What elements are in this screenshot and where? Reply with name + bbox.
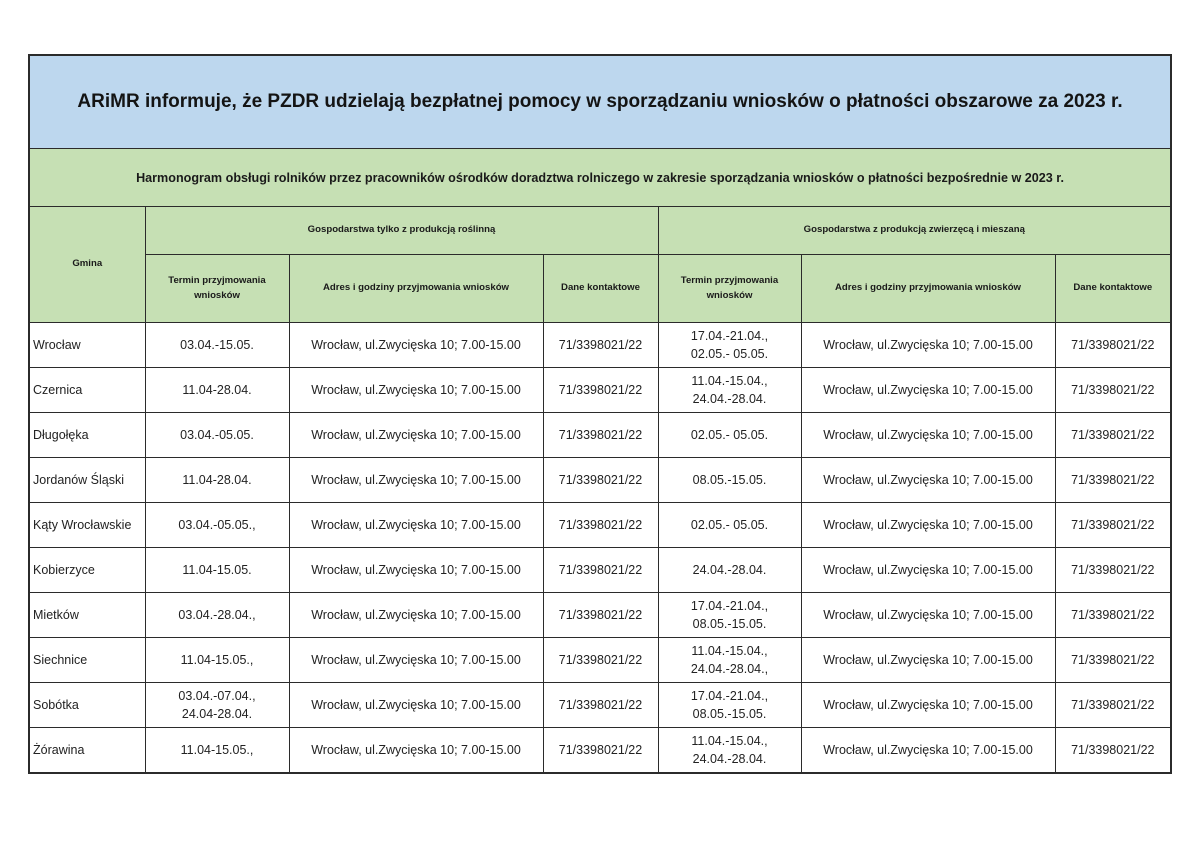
kontakt-value: 71/3398021/22 [1071,517,1155,532]
table-body [29,323,1171,774]
kontakt-value: 71/3398021/22 [558,562,643,577]
kontakt-cell [543,683,658,728]
adres-cell [289,323,543,368]
adres-cell [801,323,1055,368]
adres-cell [801,413,1055,458]
termin-value: 11.04-15.05., [180,652,254,667]
kontakt-value: 71/3398021/22 [558,652,643,667]
kontakt-value: 71/3398021/22 [558,337,643,352]
adres-cell [801,503,1055,548]
adres-cell [801,638,1055,683]
termin-value: 17.04.-21.04., [690,688,769,703]
gmina-cell [29,413,145,458]
kontakt-value: 71/3398021/22 [558,427,643,442]
gmina-cell [29,728,145,774]
adres-value: Wrocław, ul.Zwycięska 10; 7.00-15.00 [311,517,521,532]
adres-value: Wrocław, ul.Zwycięska 10; 7.00-15.00 [823,382,1033,397]
gmina-name: Sobótka [33,697,79,712]
termin-value: 24.04-28.04. [181,707,253,721]
adres-cell [289,413,543,458]
termin-value: 11.04.-15.04., [691,373,768,388]
kontakt-value: 71/3398021/22 [558,607,643,622]
kontakt-cell [543,368,658,413]
adres-value: Wrocław, ul.Zwycięska 10; 7.00-15.00 [311,337,521,352]
kontakt-value: 71/3398021/22 [558,742,643,757]
adres-value: Wrocław, ul.Zwycięska 10; 7.00-15.00 [823,742,1033,757]
kontakt-value: 71/3398021/22 [558,472,643,487]
kontakt-value: 71/3398021/22 [1071,472,1155,487]
subtitle-row [29,149,1171,207]
table-row [29,503,1171,548]
table-row [29,413,1171,458]
adres-value: Wrocław, ul.Zwycięska 10; 7.00-15.00 [823,337,1033,352]
gmina-cell [29,368,145,413]
gmina-name: Kobierzyce [33,562,95,577]
kontakt-value: 71/3398021/22 [1071,337,1155,352]
adres-cell [801,458,1055,503]
termin-value: 11.04.-15.04., [691,733,768,748]
gmina-name: Czernica [33,382,83,397]
termin-value: 24.04.-28.04. [692,562,767,577]
termin-value: 08.05.-15.05. [692,617,767,631]
group-header-row [29,207,1171,255]
termin-cell [145,503,289,548]
kontakt-cell [1055,728,1171,774]
adres-cell [289,683,543,728]
kontakt-value: 71/3398021/22 [558,697,643,712]
kontakt-cell [543,323,658,368]
kontakt-value: 71/3398021/22 [1071,607,1155,622]
header-kontakt: Dane kontaktowe [543,255,658,323]
gmina-cell [29,593,145,638]
termin-cell [145,683,289,728]
adres-cell [801,593,1055,638]
termin-value: 03.04.-15.05. [180,337,254,352]
kontakt-value: 71/3398021/22 [1071,562,1155,577]
page-title: ARiMR informuje, że PZDR udzielają bezpłatnej pomocy w sporządzaniu wniosków o płatności obszarowe za 2023 r. [29,55,1171,149]
table-row [29,458,1171,503]
termin-value: 11.04-28.04. [182,472,252,487]
termin-cell [658,593,801,638]
adres-value: Wrocław, ul.Zwycięska 10; 7.00-15.00 [311,427,521,442]
termin-value: 11.04-15.05. [182,562,252,577]
adres-value: Wrocław, ul.Zwycięska 10; 7.00-15.00 [823,697,1033,712]
adres-value: Wrocław, ul.Zwycięska 10; 7.00-15.00 [311,697,521,712]
schedule-table [28,54,1172,774]
adres-value: Wrocław, ul.Zwycięska 10; 7.00-15.00 [311,472,521,487]
gmina-name: Wrocław [33,337,81,352]
kontakt-cell [1055,413,1171,458]
termin-cell [658,503,801,548]
adres-value: Wrocław, ul.Zwycięska 10; 7.00-15.00 [823,472,1033,487]
termin-cell [145,638,289,683]
header-kontakt: Dane kontaktowe [1055,255,1171,323]
adres-cell [289,728,543,774]
kontakt-cell [1055,503,1171,548]
kontakt-value: 71/3398021/22 [558,382,643,397]
termin-value: 03.04.-28.04., [178,607,256,622]
termin-value: 24.04.-28.04. [692,392,767,406]
adres-cell [289,503,543,548]
adres-cell [801,368,1055,413]
kontakt-cell [1055,638,1171,683]
gmina-cell [29,458,145,503]
kontakt-cell [1055,323,1171,368]
termin-value: 24.04.-28.04. [692,752,767,766]
termin-value: 11.04.-15.04., [691,643,768,658]
termin-cell [145,458,289,503]
termin-value: 02.05.- 05.05. [690,427,769,442]
adres-value: Wrocław, ul.Zwycięska 10; 7.00-15.00 [311,382,521,397]
termin-value: 03.04.-05.05., [178,517,256,532]
termin-cell [145,548,289,593]
table-row [29,728,1171,774]
kontakt-value: 71/3398021/22 [1071,742,1155,757]
adres-cell [801,548,1055,593]
termin-cell [658,413,801,458]
adres-cell [289,593,543,638]
header-adres: Adres i godziny przyjmowania wniosków [289,255,543,323]
kontakt-cell [543,638,658,683]
header-gmina: Gmina [29,207,145,323]
kontakt-value: 71/3398021/22 [1071,427,1155,442]
kontakt-cell [543,413,658,458]
table-row [29,638,1171,683]
adres-cell [289,638,543,683]
termin-cell [145,413,289,458]
gmina-name: Jordanów Śląski [33,472,125,487]
termin-cell [145,728,289,774]
termin-cell [658,683,801,728]
header-termin: Termin przyjmowania wniosków [145,255,289,323]
kontakt-cell [1055,458,1171,503]
gmina-name: Mietków [33,607,79,622]
termin-cell [145,593,289,638]
adres-value: Wrocław, ul.Zwycięska 10; 7.00-15.00 [823,517,1033,532]
kontakt-cell [543,503,658,548]
adres-value: Wrocław, ul.Zwycięska 10; 7.00-15.00 [311,562,521,577]
adres-value: Wrocław, ul.Zwycięska 10; 7.00-15.00 [311,607,521,622]
termin-value: 02.05.- 05.05. [690,347,769,361]
adres-value: Wrocław, ul.Zwycięska 10; 7.00-15.00 [823,562,1033,577]
adres-value: Wrocław, ul.Zwycięska 10; 7.00-15.00 [823,607,1033,622]
kontakt-value: 71/3398021/22 [1071,697,1155,712]
table-row [29,593,1171,638]
gmina-name: Siechnice [33,652,88,667]
title-row [29,55,1171,149]
column-header-row [29,255,1171,323]
termin-value: 11.04-28.04. [182,382,252,397]
group-header-animal-mixed: Gospodarstwa z produkcją zwierzęcą i mieszaną [658,207,1171,255]
termin-cell [658,368,801,413]
gmina-cell [29,548,145,593]
kontakt-cell [1055,548,1171,593]
adres-cell [801,728,1055,774]
termin-cell [658,323,801,368]
termin-value: 08.05.-15.05. [692,472,767,487]
adres-cell [289,548,543,593]
kontakt-cell [1055,593,1171,638]
kontakt-value: 71/3398021/22 [1071,382,1155,397]
gmina-cell [29,323,145,368]
termin-cell [145,368,289,413]
gmina-name: Kąty Wrocławskie [33,517,132,532]
termin-value: 03.04.-07.04., [178,688,256,703]
termin-cell [658,728,801,774]
gmina-cell [29,503,145,548]
termin-value: 24.04.-28.04., [690,662,769,676]
kontakt-cell [543,458,658,503]
adres-value: Wrocław, ul.Zwycięska 10; 7.00-15.00 [311,652,521,667]
kontakt-value: 71/3398021/22 [1071,652,1155,667]
kontakt-cell [543,548,658,593]
kontakt-cell [543,593,658,638]
header-termin: Termin przyjmowania wniosków [658,255,801,323]
termin-value: 03.04.-05.05. [180,427,254,442]
kontakt-cell [1055,368,1171,413]
adres-value: Wrocław, ul.Zwycięska 10; 7.00-15.00 [311,742,521,757]
page-subtitle: Harmonogram obsługi rolników przez pracowników ośrodków doradztwa rolniczego w zakresie sporządzania wniosków o płatności bezpośrednie w 2023 r. [29,149,1171,207]
group-header-plant: Gospodarstwa tylko z produkcją roślinną [145,207,658,255]
table-row [29,368,1171,413]
termin-value: 17.04.-21.04., [690,328,769,343]
table-row [29,548,1171,593]
adres-value: Wrocław, ul.Zwycięska 10; 7.00-15.00 [823,652,1033,667]
termin-value: 17.04.-21.04., [690,598,769,613]
adres-cell [289,458,543,503]
termin-value: 08.05.-15.05. [692,707,767,721]
kontakt-cell [543,728,658,774]
adres-cell [801,683,1055,728]
gmina-name: Żórawina [33,742,85,757]
kontakt-cell [1055,683,1171,728]
kontakt-value: 71/3398021/22 [558,517,643,532]
gmina-cell [29,683,145,728]
termin-cell [658,638,801,683]
termin-cell [658,548,801,593]
gmina-name: Długołęka [33,427,89,442]
gmina-cell [29,638,145,683]
termin-cell [658,458,801,503]
table-row [29,323,1171,368]
adres-value: Wrocław, ul.Zwycięska 10; 7.00-15.00 [823,427,1033,442]
termin-value: 02.05.- 05.05. [690,517,769,532]
adres-cell [289,368,543,413]
table-row [29,683,1171,728]
termin-value: 11.04-15.05., [180,742,254,757]
termin-cell [145,323,289,368]
header-adres: Adres i godziny przyjmowania wniosków [801,255,1055,323]
